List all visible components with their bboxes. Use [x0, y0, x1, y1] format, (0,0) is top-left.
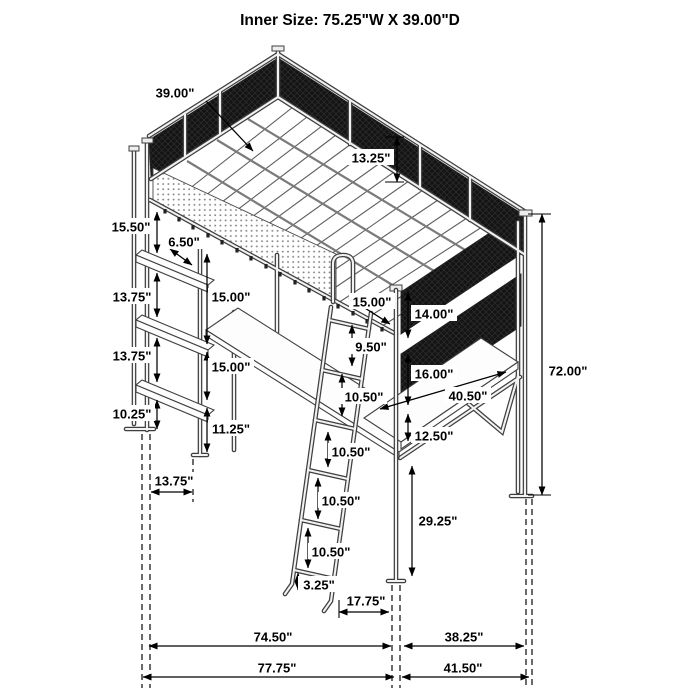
dim-label-9-50: [350, 338, 392, 355]
svg-text:13.75": 13.75": [112, 289, 152, 305]
svg-text:15.00": 15.00": [211, 289, 251, 305]
dim-label-shelf-width: [151, 472, 197, 489]
svg-text:17.75": 17.75": [346, 593, 386, 609]
svg-text:38.25": 38.25": [444, 629, 484, 645]
svg-text:6.50": 6.50": [168, 234, 200, 250]
svg-text:11.25": 11.25": [212, 421, 250, 437]
svg-text:12.50": 12.50": [414, 428, 454, 444]
dim-label-12-50: [411, 427, 457, 444]
svg-text:39.00": 39.00": [155, 85, 195, 101]
svg-text:15.00": 15.00": [352, 294, 392, 310]
dim-label-38-25: [441, 628, 487, 645]
svg-text:72.00": 72.00": [548, 363, 588, 379]
svg-text:15.50": 15.50": [111, 219, 151, 235]
svg-text:10.50": 10.50": [321, 493, 361, 509]
post-cap: [142, 138, 153, 143]
dim-label-rung-c: [318, 492, 364, 509]
post-cap: [519, 210, 532, 216]
svg-text:10.50": 10.50": [331, 444, 371, 460]
dim-label-77-75: [254, 659, 300, 676]
svg-text:3.25": 3.25": [303, 577, 335, 593]
post-cap: [129, 146, 139, 151]
svg-text:41.50": 41.50": [443, 660, 483, 676]
svg-text:40.50": 40.50": [448, 388, 488, 404]
left-rail-mesh: [149, 58, 278, 177]
dim-label-74-50: [250, 628, 296, 645]
svg-text:14.00": 14.00": [414, 306, 454, 322]
dim-label-15-00-a: [208, 288, 254, 305]
svg-text:10.50": 10.50": [311, 544, 351, 560]
dim-label-13-75-b: [109, 347, 155, 364]
dim-label-3-25: [298, 576, 340, 593]
svg-text:10.25": 10.25": [112, 406, 152, 422]
dim-label-rung-d: [308, 543, 354, 560]
page-title: Inner Size: 75.25"W X 39.00"D: [240, 12, 460, 29]
dim-label-17-75: [343, 592, 389, 609]
dim-label-29-25: [415, 512, 461, 529]
page-title-group: [240, 12, 460, 29]
svg-text:15.00": 15.00": [211, 359, 251, 375]
dim-label-11-25: [208, 420, 254, 437]
svg-text:9.50": 9.50": [355, 339, 387, 355]
svg-text:29.25": 29.25": [418, 513, 458, 529]
post-cap: [272, 46, 284, 51]
dim-label-41-50: [440, 659, 486, 676]
svg-text:13.75": 13.75": [112, 348, 152, 364]
svg-text:13.75": 13.75": [154, 473, 194, 489]
dim-label-10-25: [109, 405, 155, 422]
dim-label-rung-b: [328, 443, 374, 460]
dim-label-15-00-b: [208, 358, 254, 375]
svg-text:74.50": 74.50": [253, 629, 293, 645]
dim-label-total-height: [545, 362, 591, 379]
dim-label-15-50: [108, 218, 154, 235]
dim-label-16-00: [411, 365, 457, 382]
svg-text:13.25": 13.25": [351, 150, 391, 166]
dim-label-desk-length: [445, 387, 491, 404]
svg-text:10.50": 10.50": [344, 389, 384, 405]
svg-text:16.00": 16.00": [414, 366, 454, 382]
right-rail-mesh: [278, 58, 524, 252]
dim-label-rail-height: [348, 149, 394, 166]
dim-label-shelf-depth: [163, 233, 205, 250]
dim-label-opening: [349, 293, 395, 310]
dim-label-rung-a: [341, 388, 387, 405]
dim-label-13-75-a: [109, 288, 155, 305]
dim-label-14-00: [411, 305, 457, 322]
svg-text:77.75": 77.75": [257, 660, 297, 676]
dim-label-inner-depth: [150, 84, 200, 101]
